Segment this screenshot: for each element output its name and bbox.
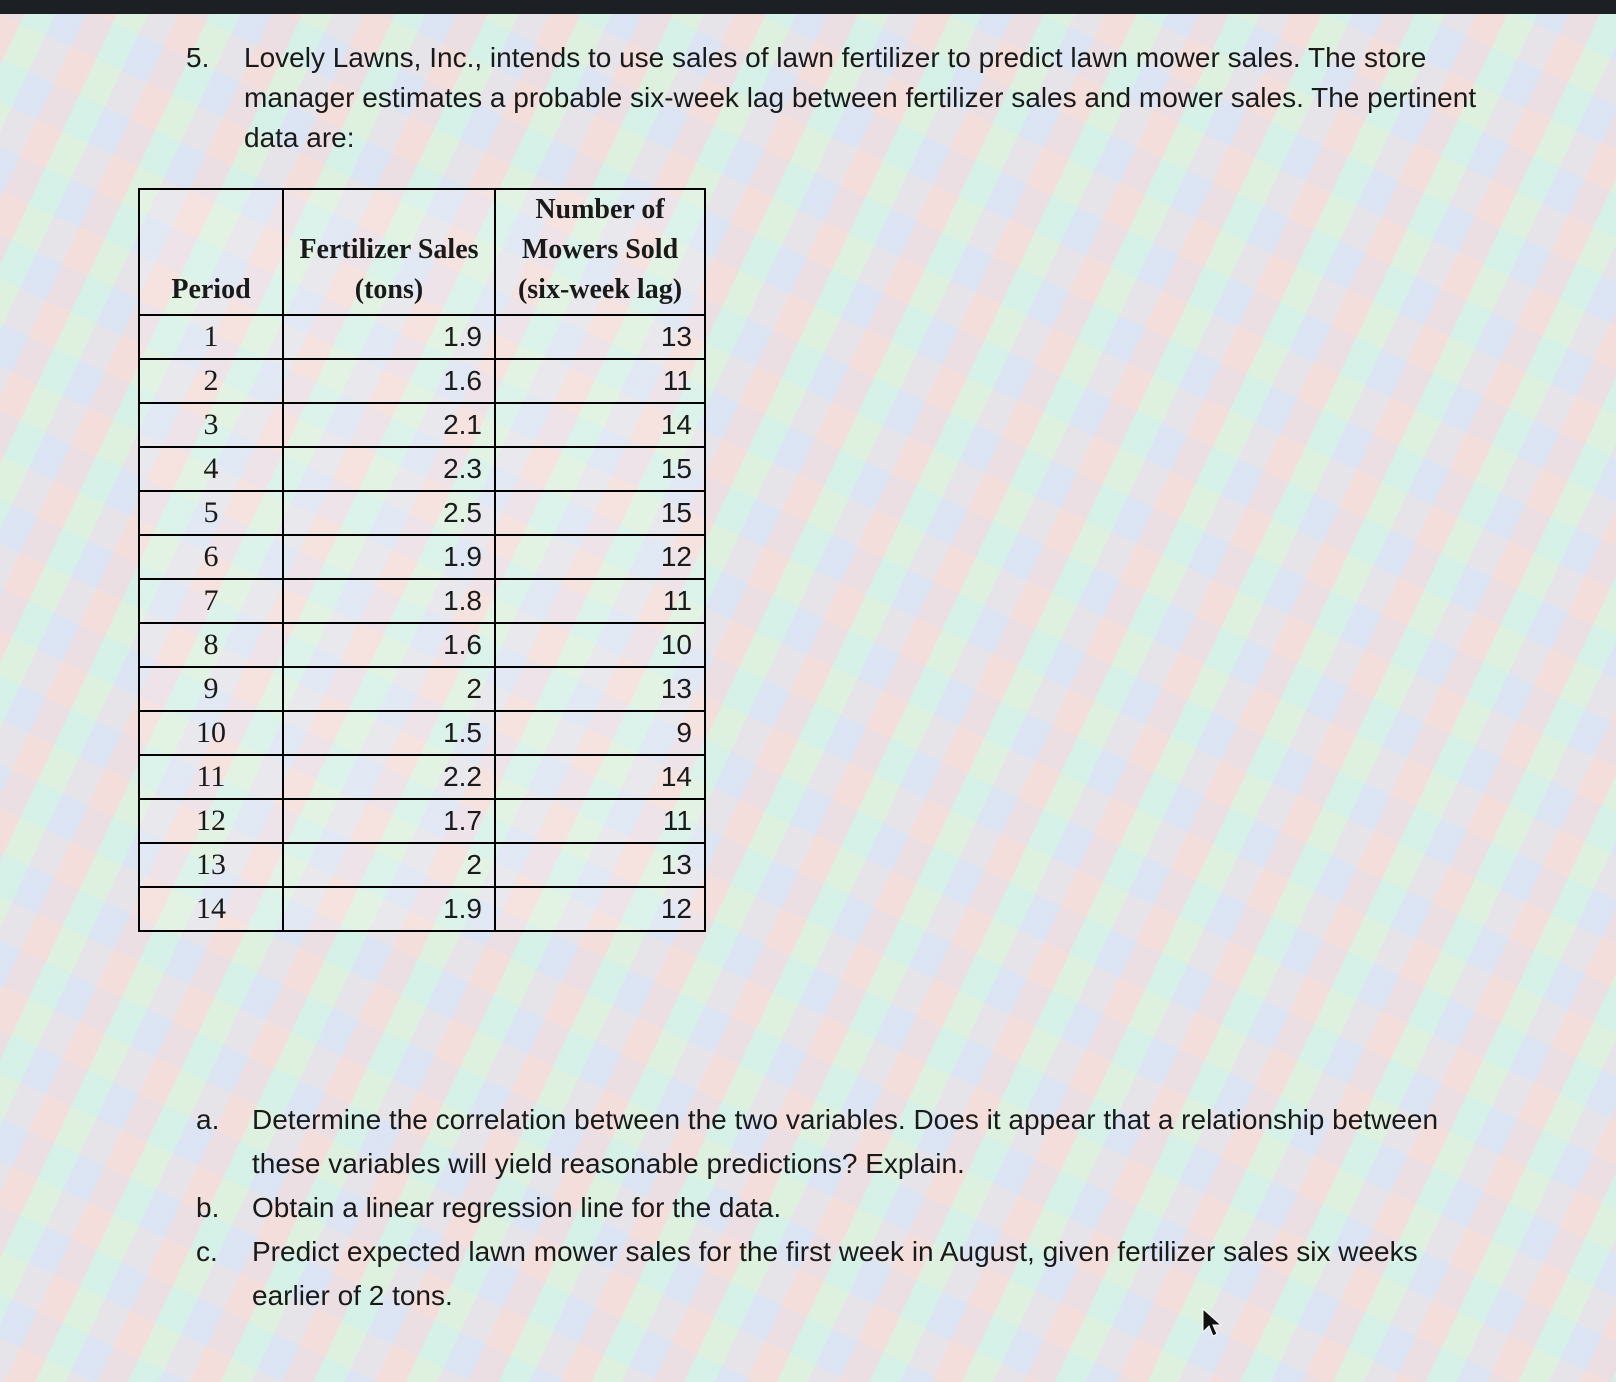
cell-fertilizer: 2.2 <box>283 755 495 799</box>
cell-mowers: 11 <box>495 359 705 403</box>
cell-fertilizer: 2.5 <box>283 491 495 535</box>
cell-period: 4 <box>139 447 283 491</box>
cell-fertilizer: 1.6 <box>283 623 495 667</box>
cell-fertilizer: 2.1 <box>283 403 495 447</box>
cell-fertilizer: 1.9 <box>283 535 495 579</box>
cell-period: 6 <box>139 535 283 579</box>
table-row <box>139 623 705 667</box>
question-text: Predict expected lawn mower sales for the first week in August, given fertilizer sales six weeks earlier of 2 tons. <box>252 1236 1418 1311</box>
problem-text: Lovely Lawns, Inc., intends to use sales of lawn fertilizer to predict lawn mower sales. The store manager estimates a probable six-week lag between fertilizer sales and mower sales. The pertinent data are: <box>244 42 1477 153</box>
question-letter: c. <box>196 1236 218 1267</box>
header-mowers-sold: Number of Mowers Sold (six-week lag) <box>495 189 705 315</box>
table-row <box>139 711 705 755</box>
cell-period: 11 <box>139 755 283 799</box>
cell-mowers: 11 <box>495 579 705 623</box>
question-text: Obtain a linear regression line for the data. <box>252 1192 782 1223</box>
cell-period: 9 <box>139 667 283 711</box>
cell-mowers: 10 <box>495 623 705 667</box>
question-list <box>196 1098 1496 1318</box>
cell-mowers: 14 <box>495 755 705 799</box>
cell-fertilizer: 2 <box>283 667 495 711</box>
cell-fertilizer: 1.7 <box>283 799 495 843</box>
cell-fertilizer: 1.6 <box>283 359 495 403</box>
cell-mowers: 13 <box>495 315 705 359</box>
cell-mowers: 13 <box>495 843 705 887</box>
table-row <box>139 755 705 799</box>
table-header-row <box>139 189 705 315</box>
cell-period: 7 <box>139 579 283 623</box>
table-row <box>139 403 705 447</box>
cell-period: 5 <box>139 491 283 535</box>
table-row <box>139 843 705 887</box>
cell-period: 13 <box>139 843 283 887</box>
cell-mowers: 12 <box>495 887 705 931</box>
header-fertilizer-sales: Fertilizer Sales (tons) <box>283 189 495 315</box>
cell-mowers: 14 <box>495 403 705 447</box>
cell-period: 2 <box>139 359 283 403</box>
cell-mowers: 9 <box>495 711 705 755</box>
cell-mowers: 13 <box>495 667 705 711</box>
cell-mowers: 15 <box>495 491 705 535</box>
cell-fertilizer: 2.3 <box>283 447 495 491</box>
cell-fertilizer: 1.5 <box>283 711 495 755</box>
table-row <box>139 359 705 403</box>
cell-fertilizer: 2 <box>283 843 495 887</box>
question-c <box>196 1230 1496 1318</box>
table-row <box>139 799 705 843</box>
question-text: Determine the correlation between the two variables. Does it appear that a relationship between these variables will yield reasonable predictions? Explain. <box>252 1104 1439 1179</box>
table-row <box>139 447 705 491</box>
question-letter: b. <box>196 1192 220 1223</box>
cell-period: 3 <box>139 403 283 447</box>
cell-period: 14 <box>139 887 283 931</box>
cell-period: 8 <box>139 623 283 667</box>
cell-period: 1 <box>139 315 283 359</box>
screen-top-bezel <box>0 0 1616 14</box>
header-period: Period <box>139 189 283 315</box>
table-row <box>139 315 705 359</box>
cell-mowers: 11 <box>495 799 705 843</box>
mouse-pointer-icon <box>1202 1308 1222 1338</box>
table-body <box>139 315 705 931</box>
cell-period: 10 <box>139 711 283 755</box>
cell-mowers: 15 <box>495 447 705 491</box>
cell-fertilizer: 1.9 <box>283 887 495 931</box>
cell-period: 12 <box>139 799 283 843</box>
cell-fertilizer: 1.9 <box>283 315 495 359</box>
table-row <box>139 579 705 623</box>
cell-fertilizer: 1.8 <box>283 579 495 623</box>
table-row <box>139 887 705 931</box>
problem-number: 5. <box>186 42 210 73</box>
question-a <box>196 1098 1496 1186</box>
table-row <box>139 491 705 535</box>
table-row <box>139 535 705 579</box>
cell-mowers: 12 <box>495 535 705 579</box>
question-letter: a. <box>196 1104 220 1135</box>
question-b <box>196 1186 1496 1230</box>
table-row <box>139 667 705 711</box>
data-table <box>138 188 706 932</box>
